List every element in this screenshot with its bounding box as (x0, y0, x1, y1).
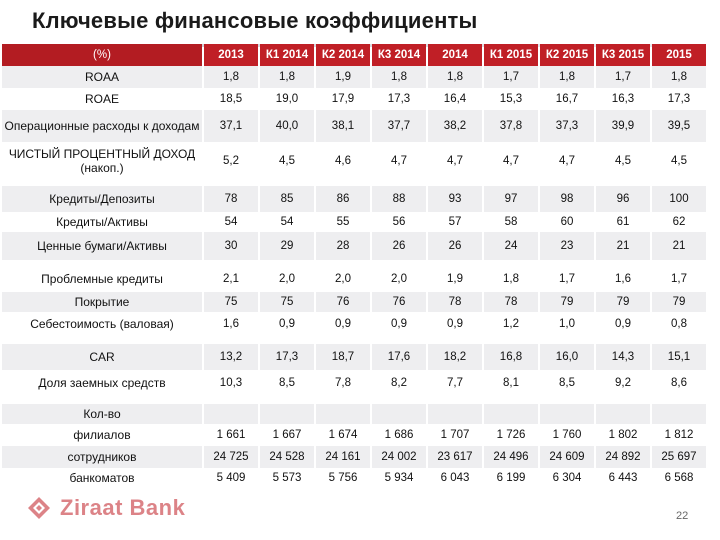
table-cell: 2,0 (372, 266, 426, 292)
table-row (2, 110, 706, 142)
table-cell: 37,8 (484, 110, 538, 142)
table-cell: 4,5 (260, 142, 314, 180)
table-cell: 79 (652, 292, 706, 312)
row-label: ЧИСТЫЙ ПРОЦЕНТНЫЙ ДОХОД (накоп.) (2, 142, 202, 180)
table-cell: 18,5 (204, 88, 258, 110)
table-cell: 0,9 (428, 312, 482, 336)
table-cell: 86 (316, 186, 370, 212)
row-label: Доля заемных средств (2, 370, 202, 396)
table-cell (540, 404, 594, 424)
table-cell: 39,5 (652, 110, 706, 142)
table-cell: 30 (204, 232, 258, 260)
table-cell: 2,0 (316, 266, 370, 292)
table-cell: 24 892 (596, 446, 650, 468)
header-period: К3 2015 (596, 44, 650, 66)
table-row (2, 404, 706, 424)
table-cell: 5 409 (204, 468, 258, 488)
table-cell: 1,7 (652, 266, 706, 292)
table-cell: 100 (652, 186, 706, 212)
table-cell: 1,6 (596, 266, 650, 292)
page-number: 22 (676, 510, 689, 522)
table-cell: 76 (316, 292, 370, 312)
table-cell: 1 802 (596, 424, 650, 446)
table-cell: 38,2 (428, 110, 482, 142)
table-cell: 14,3 (596, 344, 650, 370)
table-cell: 23 617 (428, 446, 482, 468)
bank-logo (26, 495, 185, 521)
header-period: К3 2014 (372, 44, 426, 66)
table-cell: 57 (428, 212, 482, 232)
row-label: Проблемные кредиты (2, 266, 202, 292)
table-row (2, 142, 706, 180)
table-cell: 16,7 (540, 88, 594, 110)
table-cell (652, 404, 706, 424)
table-cell: 88 (372, 186, 426, 212)
table-cell: 26 (428, 232, 482, 260)
table-cell: 16,8 (484, 344, 538, 370)
table-cell: 96 (596, 186, 650, 212)
row-spacer (2, 396, 706, 404)
table-cell: 85 (260, 186, 314, 212)
table-cell: 9,2 (596, 370, 650, 396)
table-cell: 25 697 (652, 446, 706, 468)
table-cell: 18,2 (428, 344, 482, 370)
table-cell: 1 674 (316, 424, 370, 446)
row-label: Кол-во (2, 404, 202, 424)
table-cell: 1,7 (596, 66, 650, 88)
row-label: CAR (2, 344, 202, 370)
table-cell: 15,1 (652, 344, 706, 370)
table-cell: 4,7 (540, 142, 594, 180)
row-label: ROAA (2, 66, 202, 88)
table-cell: 1,8 (652, 66, 706, 88)
table-cell: 0,8 (652, 312, 706, 336)
table-cell: 4,6 (316, 142, 370, 180)
table-cell: 29 (260, 232, 314, 260)
table-cell (372, 404, 426, 424)
table-cell: 13,2 (204, 344, 258, 370)
header-unit: (%) (2, 44, 202, 66)
table-cell: 56 (372, 212, 426, 232)
table-cell: 75 (260, 292, 314, 312)
table-cell: 8,5 (260, 370, 314, 396)
table-cell: 1,8 (484, 266, 538, 292)
table-cell: 37,7 (372, 110, 426, 142)
table-cell (316, 404, 370, 424)
table-cell: 24 528 (260, 446, 314, 468)
header-period: К1 2014 (260, 44, 314, 66)
table-row (2, 266, 706, 292)
table-cell: 1,9 (316, 66, 370, 88)
table-cell: 15,3 (484, 88, 538, 110)
row-spacer (2, 336, 706, 344)
table-header-row (2, 44, 706, 66)
table-cell: 23 (540, 232, 594, 260)
header-period: К2 2015 (540, 44, 594, 66)
row-label: сотрудников (2, 446, 202, 468)
table-cell: 24 161 (316, 446, 370, 468)
table-cell: 54 (204, 212, 258, 232)
table-cell: 17,3 (260, 344, 314, 370)
table-cell: 62 (652, 212, 706, 232)
table-cell: 98 (540, 186, 594, 212)
table-cell: 1,8 (372, 66, 426, 88)
table-cell: 55 (316, 212, 370, 232)
table-cell: 78 (428, 292, 482, 312)
table-cell: 1,8 (428, 66, 482, 88)
table-cell: 0,9 (596, 312, 650, 336)
table-cell: 16,3 (596, 88, 650, 110)
table-cell: 8,6 (652, 370, 706, 396)
table-cell: 10,3 (204, 370, 258, 396)
table-cell: 79 (596, 292, 650, 312)
table-cell: 18,7 (316, 344, 370, 370)
logo-text: Ziraat Bank (60, 495, 186, 520)
row-label: ROAE (2, 88, 202, 110)
table-cell: 78 (484, 292, 538, 312)
table-cell: 17,3 (372, 88, 426, 110)
table-cell: 5,2 (204, 142, 258, 180)
table-cell: 0,9 (316, 312, 370, 336)
header-period: К1 2015 (484, 44, 538, 66)
table-cell: 75 (204, 292, 258, 312)
table-row (2, 186, 706, 212)
table-cell: 40,0 (260, 110, 314, 142)
table-cell: 1 812 (652, 424, 706, 446)
header-period: 2015 (652, 44, 706, 66)
table-cell: 1 686 (372, 424, 426, 446)
table-cell: 7,7 (428, 370, 482, 396)
table-row (2, 292, 706, 312)
table-cell (204, 404, 258, 424)
table-cell: 4,7 (484, 142, 538, 180)
table-row (2, 312, 706, 336)
table-cell: 24 002 (372, 446, 426, 468)
table-cell: 60 (540, 212, 594, 232)
table-cell: 28 (316, 232, 370, 260)
table-cell (484, 404, 538, 424)
table-cell: 17,9 (316, 88, 370, 110)
table-cell: 1 707 (428, 424, 482, 446)
table-cell: 24 609 (540, 446, 594, 468)
table-cell: 93 (428, 186, 482, 212)
financial-ratios-table (0, 44, 708, 488)
table-cell: 1,7 (484, 66, 538, 88)
row-label: Себестоимость (валовая) (2, 312, 202, 336)
table-cell: 2,0 (260, 266, 314, 292)
table-cell: 37,1 (204, 110, 258, 142)
table-cell: 79 (540, 292, 594, 312)
table-cell: 8,5 (540, 370, 594, 396)
table-cell: 16,0 (540, 344, 594, 370)
table-cell: 7,8 (316, 370, 370, 396)
table-cell: 61 (596, 212, 650, 232)
table-cell: 39,9 (596, 110, 650, 142)
table-cell: 6 443 (596, 468, 650, 488)
row-label: Операционные расходы к доходам (2, 110, 202, 142)
table-cell: 16,4 (428, 88, 482, 110)
table-cell: 4,5 (596, 142, 650, 180)
table-cell: 26 (372, 232, 426, 260)
table-cell: 4,7 (372, 142, 426, 180)
table-cell (260, 404, 314, 424)
table-row (2, 66, 706, 88)
table-cell: 8,2 (372, 370, 426, 396)
table-cell: 17,6 (372, 344, 426, 370)
row-label: филиалов (2, 424, 202, 446)
table-cell: 37,3 (540, 110, 594, 142)
table-cell: 5 573 (260, 468, 314, 488)
header-period: К2 2014 (316, 44, 370, 66)
table-cell: 97 (484, 186, 538, 212)
row-label: Ценные бумаги/Активы (2, 232, 202, 260)
table-cell: 2,1 (204, 266, 258, 292)
table-cell: 1 726 (484, 424, 538, 446)
header-period: 2014 (428, 44, 482, 66)
table-row (2, 468, 706, 488)
table-cell: 21 (596, 232, 650, 260)
table-cell: 21 (652, 232, 706, 260)
table-cell: 54 (260, 212, 314, 232)
table-row (2, 232, 706, 260)
table-cell: 4,5 (652, 142, 706, 180)
table-cell: 0,9 (260, 312, 314, 336)
table-cell: 1,9 (428, 266, 482, 292)
table-cell: 58 (484, 212, 538, 232)
table-cell: 78 (204, 186, 258, 212)
table-row (2, 446, 706, 468)
table-cell: 1 667 (260, 424, 314, 446)
table-cell: 1,0 (540, 312, 594, 336)
table-cell: 1 760 (540, 424, 594, 446)
table-cell: 1,7 (540, 266, 594, 292)
table-cell: 6 043 (428, 468, 482, 488)
table-cell: 1,8 (204, 66, 258, 88)
table-cell: 24 (484, 232, 538, 260)
row-label: Покрытие (2, 292, 202, 312)
table-cell: 24 496 (484, 446, 538, 468)
table-cell: 8,1 (484, 370, 538, 396)
table-cell: 38,1 (316, 110, 370, 142)
table-cell: 5 756 (316, 468, 370, 488)
row-label: банкоматов (2, 468, 202, 488)
table-cell (596, 404, 650, 424)
table-cell: 0,9 (372, 312, 426, 336)
table-cell: 5 934 (372, 468, 426, 488)
table-cell: 4,7 (428, 142, 482, 180)
row-label: Кредиты/Депозиты (2, 186, 202, 212)
table-cell: 6 568 (652, 468, 706, 488)
table-cell: 17,3 (652, 88, 706, 110)
page-title: Ключевые финансовые коэффициенты (32, 8, 478, 33)
table-row (2, 212, 706, 232)
row-label: Кредиты/Активы (2, 212, 202, 232)
table-cell: 6 304 (540, 468, 594, 488)
ziraat-logo-icon (26, 495, 52, 521)
table-cell (428, 404, 482, 424)
table-cell: 1,6 (204, 312, 258, 336)
table-cell: 19,0 (260, 88, 314, 110)
header-period: 2013 (204, 44, 258, 66)
table-row (2, 88, 706, 110)
table-row (2, 424, 706, 446)
table-cell: 24 725 (204, 446, 258, 468)
table-cell: 76 (372, 292, 426, 312)
table-cell: 6 199 (484, 468, 538, 488)
table-cell: 1,2 (484, 312, 538, 336)
table-row (2, 370, 706, 396)
table-cell: 1 661 (204, 424, 258, 446)
table-cell: 1,8 (540, 66, 594, 88)
table-cell: 1,8 (260, 66, 314, 88)
table-row (2, 344, 706, 370)
